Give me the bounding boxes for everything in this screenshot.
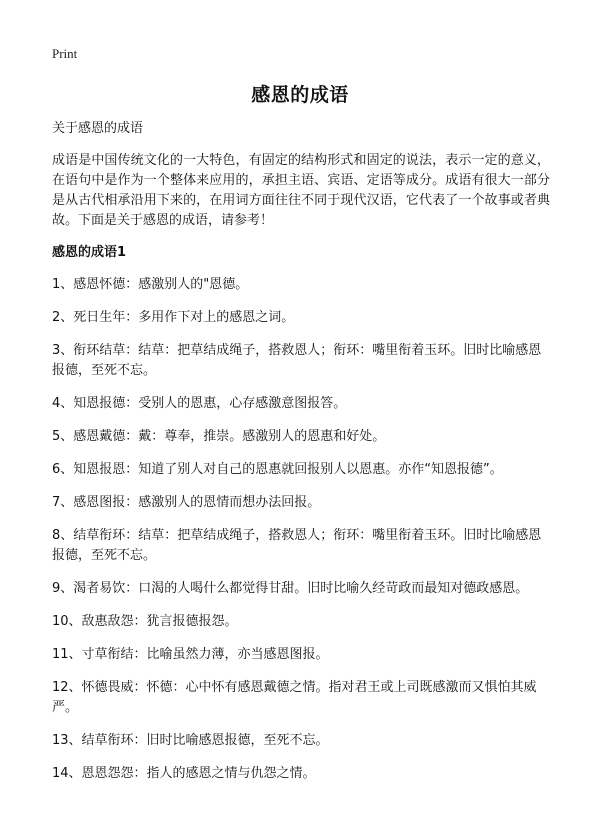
idiom-entry: 10、敌惠敌怨：犹言报德报怨。 xyxy=(52,614,238,629)
section-heading: 感恩的成语1 xyxy=(52,245,127,260)
print-link[interactable]: Print xyxy=(52,46,78,61)
article-body xyxy=(52,119,550,797)
idiom-entry: 12、怀德畏威：怀德：心中怀有感恩戴德之情。指对君王或上司既感激而又惧怕其威严。 xyxy=(52,680,537,715)
idiom-entry: 4、知恩报德：受别人的恩惠，心存感激意图报答。 xyxy=(52,396,347,411)
idiom-entry: 7、感恩图报：感激别人的恩情而想办法回报。 xyxy=(52,495,321,510)
idiom-entry: 9、渴者易饮：口渴的人喝什么都觉得甘甜。旧时比喻久经苛政而最知对德政感恩。 xyxy=(52,581,529,596)
idiom-entry: 1、感恩怀德：感激别人的"恩德。 xyxy=(52,277,249,292)
idiom-entry: 14、恩恩怨怨：指人的感恩之情与仇怨之情。 xyxy=(52,766,316,781)
idiom-entry: 5、感恩戴德：戴：尊奉，推崇。感激别人的恩惠和好处。 xyxy=(52,429,386,444)
article-subtitle: 关于感恩的成语 xyxy=(52,121,144,136)
idiom-entry: 6、知恩报恩：知道了别人对自己的恩惠就回报别人以恩惠。亦作“知恩报德”。 xyxy=(52,462,503,477)
intro-paragraph: 成语是中国传统文化的一大特色，有固定的结构形式和固定的说法，表示一定的意义，在语句中是作为一个整体来应用的，承担主语、宾语、定语等成分。成语有很大一部分是从古代相承沿用下来的，在用词方面往往不同于现代汉语，它代表了一个故事或者典故。下面是关于感恩的成语，请参考！ xyxy=(52,153,550,228)
idiom-entry: 13、结草衔环：旧时比喻感恩报德，至死不忘。 xyxy=(52,733,329,748)
page-title: 感恩的成语 xyxy=(251,84,349,106)
idiom-list xyxy=(52,275,550,784)
idiom-entry: 11、寸草衔结：比喻虽然力薄，亦当感恩图报。 xyxy=(52,647,329,662)
idiom-entry: 2、死日生年：多用作下对上的感恩之词。 xyxy=(52,310,295,325)
idiom-entry: 8、结草衔环：结草：把草结成绳子，搭救恩人；衔环：嘴里衔着玉环。旧时比喻感恩报德，至死不忘。 xyxy=(52,528,542,563)
idiom-entry: 3、衔环结草：结草：把草结成绳子，搭救恩人；衔环：嘴里衔着玉环。旧时比喻感恩报德，至死不忘。 xyxy=(52,343,542,378)
